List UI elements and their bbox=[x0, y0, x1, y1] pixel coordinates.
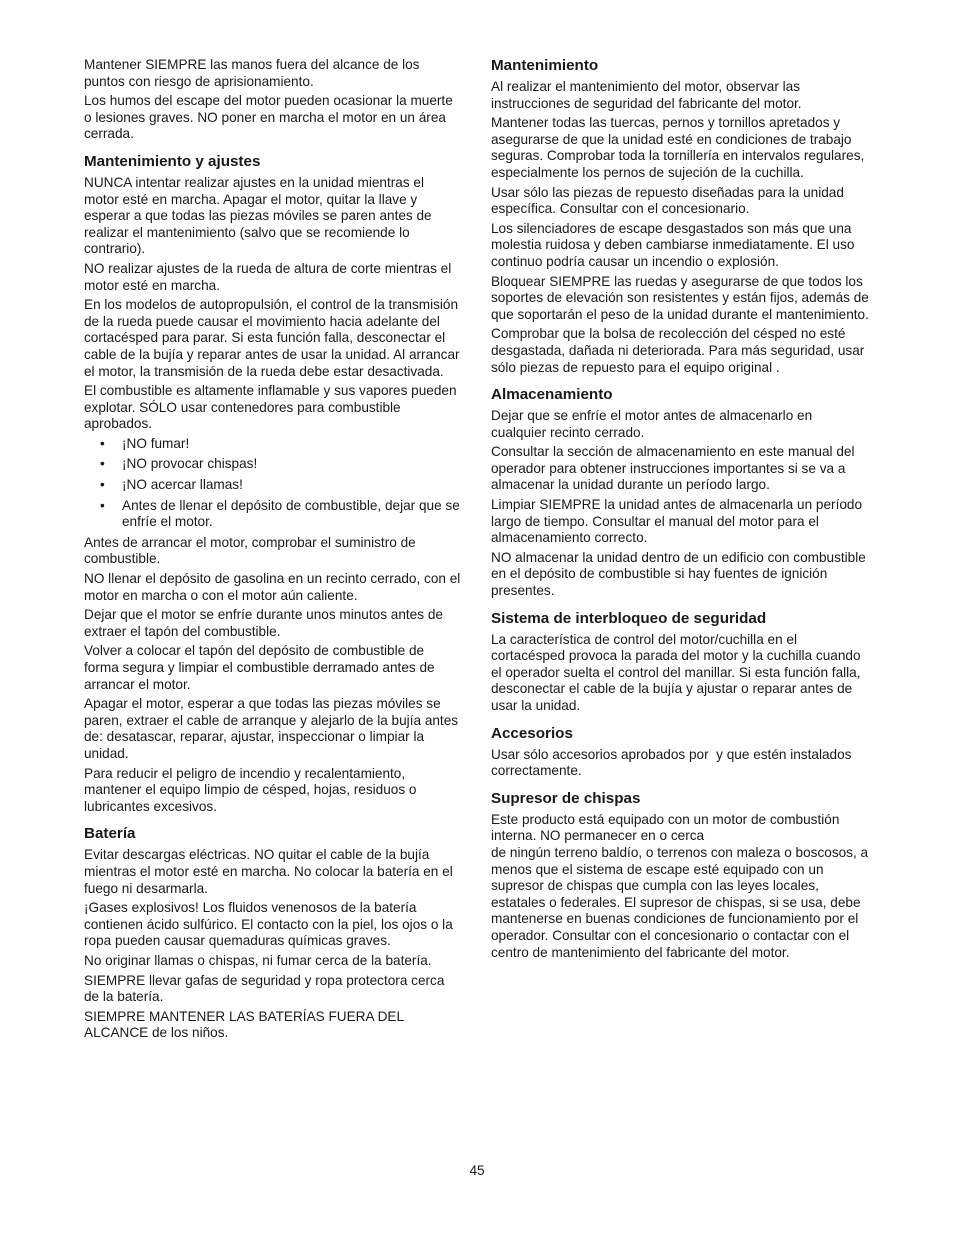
section-heading-supresor: Supresor de chispas bbox=[491, 789, 641, 807]
paragraph: NO almacenar la unidad dentro de un edificio con combustible en el depósito de combustible si hay fuentes de ignición presentes. bbox=[491, 549, 866, 599]
paragraph: No originar llamas o chispas, ni fumar cerca de la batería. bbox=[84, 952, 432, 968]
paragraph: Dejar que el motor se enfríe durante unos minutos antes de extraer el tapón del combustible. bbox=[84, 607, 443, 639]
paragraph: Comprobar que la bolsa de recolección del césped no esté desgastada, dañada ni deteriorada. Para más seguridad, usar sólo piezas de repuesto para el equipo original . bbox=[491, 326, 865, 375]
paragraph: Usar sólo accesorios aprobados por y que estén instalados correctamente. bbox=[491, 746, 856, 779]
paragraph: ¡Gases explosivos! Los fluidos venenosos de la batería contienen ácido sulfúrico. El contacto con la piel, los ojos o la ropa pueden causar quemaduras químicas graves. bbox=[84, 900, 453, 949]
paragraph: En los modelos de autopropulsión, el control de la transmisión de la rueda puede causar el movimiento hacia adelante del cortacésped para parar. Si esta función falla, desconectar el cable de la bujía y reparar antes de usar la unidad. Al arrancar el motor, la transmisión de la rueda debe estar desactivada. bbox=[84, 297, 460, 379]
section-heading-accesorios: Accesorios bbox=[491, 724, 573, 742]
paragraph: NO realizar ajustes de la rueda de altura de corte mientras el motor esté en marcha. bbox=[84, 260, 452, 293]
left-column bbox=[84, 57, 462, 1045]
paragraph: Los silenciadores de escape desgastados son más que una molestia ruidosa y deben cambiarse inmediatamente. El uso continuo podría causar un incendio o explosión. bbox=[491, 220, 855, 269]
list-item: • ¡NO acercar llamas! bbox=[84, 477, 462, 494]
fuel-safety-list bbox=[84, 436, 462, 531]
paragraph: Mantener SIEMPRE las manos fuera del alcance de los puntos con riesgo de aprisionamiento. bbox=[84, 57, 420, 89]
section-heading-bateria: Batería bbox=[84, 825, 136, 843]
paragraph: Usar sólo las piezas de repuesto diseñadas para la unidad específica. Consultar con el concesionario. bbox=[491, 184, 844, 217]
paragraph: Antes de arrancar el motor, comprobar el suministro de combustible. bbox=[84, 534, 416, 567]
paragraph: La característica de control del motor/cuchilla en el cortacésped provoca la parada del motor y la cuchilla cuando el operador suelta el control del manillar. Si esta función falla, desconectar el cable de la bujía y ajustar o reparar antes de usar la unidad. bbox=[491, 631, 861, 713]
paragraph: Apagar el motor, esperar a que todas las piezas móviles se paren, extraer el cable de arranque y alejarlo de la bujía antes de: desatascar, reparar, ajustar, inspeccionar o limpiar la unidad. bbox=[84, 696, 459, 761]
paragraph: Volver a colocar el tapón del depósito de combustible de forma segura y limpiar el combustible derramado antes de arrancar el motor. bbox=[84, 643, 435, 692]
paragraph: Al realizar el mantenimiento del motor, observar las instrucciones de seguridad del fabricante del motor. bbox=[491, 79, 802, 111]
list-item: • ¡NO provocar chispas! bbox=[84, 456, 462, 473]
paragraph: Limpiar SIEMPRE la unidad antes de almacenarla un período largo de tiempo. Consultar el manual del motor para el almacenamiento correcto. bbox=[491, 497, 863, 546]
list-item: • ¡NO fumar! bbox=[84, 436, 462, 453]
paragraph: Para reducir el peligro de incendio y recalentamiento, mantener el equipo limpio de césped, hojas, residuos o lubricantes excesivos. bbox=[84, 765, 417, 814]
paragraph: NUNCA intentar realizar ajustes en la unidad mientras el motor esté en marcha. Apagar el motor, quitar la llave y esperar a que todas las piezas móviles se paren antes de realizar el mantenimiento (salvo que se recomiende lo contrario). bbox=[84, 174, 432, 257]
list-item: • Antes de llenar el depósito de combustible, dejar que se enfríe el motor. bbox=[84, 498, 462, 531]
section-heading-interbloqueo: Sistema de interbloqueo de seguridad bbox=[491, 609, 767, 627]
paragraph: El combustible es altamente inflamable y sus vapores pueden explotar. SÓLO usar contenedores para combustible aprobados. bbox=[84, 383, 457, 432]
section-heading-mantenimiento: Mantenimiento bbox=[491, 57, 599, 74]
paragraph: Mantener todas las tuercas, pernos y tornillos apretados y asegurarse de que la unidad esté en condiciones de trabajo seguras. Comprobar toda la tornillería en intervalos regulares, especialmente los pernos de sujeción de la cuchilla. bbox=[491, 115, 865, 180]
paragraph: NO llenar el depósito de gasolina en un recinto cerrado, con el motor en marcha o con el motor aún caliente. bbox=[84, 571, 461, 603]
paragraph: Dejar que se enfríe el motor antes de almacenarlo en cualquier recinto cerrado. bbox=[491, 408, 813, 440]
right-column bbox=[491, 57, 869, 964]
paragraph: Los humos del escape del motor pueden ocasionar la muerte o lesiones graves. NO poner en marcha el motor en un área cerrada. bbox=[84, 93, 453, 142]
section-heading-almacenamiento: Almacenamiento bbox=[491, 386, 613, 404]
paragraph: Bloquear SIEMPRE las ruedas y asegurarse de que todos los soportes de elevación son resistentes y están fijos, además de que soportarán el peso de la unidad durante el mantenimiento. bbox=[491, 273, 869, 322]
section-heading-mantenimiento-ajustes: Mantenimiento y ajustes bbox=[84, 152, 261, 170]
paragraph: Evitar descargas eléctricas. NO quitar el cable de la bujía mientras el motor esté en marcha. No colocar la batería en el fuego ni desarmarla. bbox=[84, 847, 453, 896]
paragraph: SIEMPRE MANTENER LAS BATERÍAS FUERA DEL ALCANCE de los niños. bbox=[84, 1008, 404, 1041]
paragraph: Consultar la sección de almacenamiento en este manual del operador para obtener instrucciones importantes si se va a almacenar la unidad durante un período largo. bbox=[491, 444, 855, 493]
paragraph: Este producto está equipado con un motor de combustión interna. NO permanecer en o cerca de ningún terreno baldío, o terrenos con maleza o boscosos, a menos que el sistema de escape esté equipado con un supresor de chispas que cumpla con las leyes locales, estatales o federales. El supresor de chispas, si se usa, debe mantenerse en buenas condiciones de funcionamiento por el operador. Consultar con el concesionario o contactar con el centro de mantenimiento del fabricante del motor. bbox=[491, 811, 869, 960]
paragraph: SIEMPRE llevar gafas de seguridad y ropa protectora cerca de la batería. bbox=[84, 972, 445, 1005]
page-number: 45 bbox=[469, 1163, 485, 1178]
